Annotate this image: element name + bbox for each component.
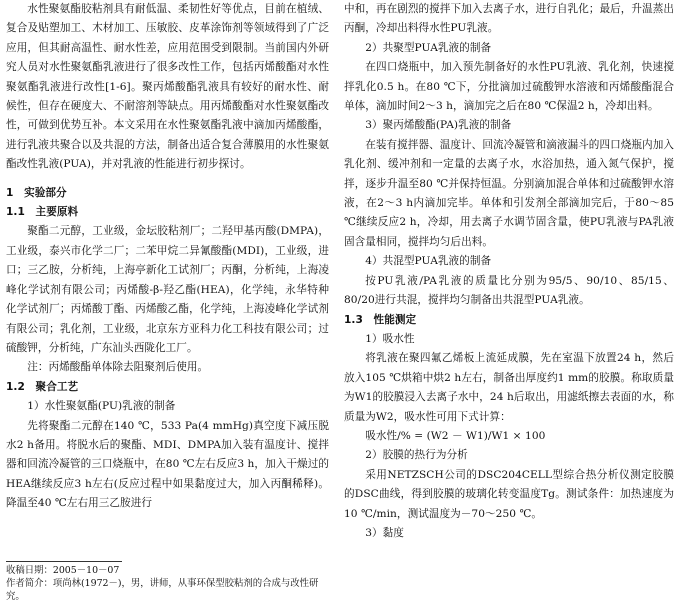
water-absorption-formula: 吸水性/% = (W2 － W1)/W1 × 100 — [365, 429, 546, 442]
test2-title: 2）胶膜的热行为分析 — [365, 449, 468, 462]
step2-title: 2）共聚型PUA乳液的制备 — [365, 41, 492, 54]
materials-paragraph: 聚酯二元醇，工业级，金坛胶粘剂厂；二羟甲基丙酸(DMPA)，工业级，泰兴市化学二厂；二苯甲烷二异氰酸酯(MDI)，工业级，进口；三乙胺，分析纯，上海亭新化工试剂厂；丙酮，分析纯，上海凌峰化学试剂有限公司；丙烯酸-β-羟乙酯(HEA)，化学纯，永华特种化学试剂厂；丙烯酸丁酯、丙烯酸乙酯，化学纯，上海凌峰化学试剂有限公司；乳化剂，工业级，北京东方亚科力化工科技有限公司；过硫酸钾，分析纯，广东汕头西陇化工厂。 — [6, 225, 329, 354]
intro-paragraph: 水性聚氨酯胶粘剂具有耐低温、柔韧性好等优点，目前在植绒、复合及贴塑加工、木材加工、压敏胶、皮革涂饰剂等领域得到了广泛应用，但其耐高温性、耐水性差，应用范围受到限制。当前国内外研究人员对水性聚氨酯乳液进行了很多改性工作，包括丙烯酸酯对水性聚氨酯乳液进行改性[1-6]。聚丙烯酸酯乳液具有较好的耐水性、耐候性，但存在硬度大、不耐溶剂等缺点。用丙烯酸酯对水性聚氨酯改性，可做到优势互补。本文采用在水性聚氨酯乳液中滴加丙烯酸酯，进行乳液共聚合以及共混的方法，制备出适合复合薄膜用的水性聚氨酯改性乳液(PUA)，并对乳液的性能进行初步探讨。 — [6, 3, 329, 171]
test1-text: 将乳液在聚四氟乙烯板上流延成膜，先在室温下放置24 h，然后放入105 ℃烘箱中烘2 h左右，制备出厚度约1 mm的胶膜。称取质量为W1的胶膜浸入去离子水中，24 h后取出，用滤纸擦去表面的水，称质量为W2，吸水性可用下式计算： — [344, 352, 674, 423]
left-column — [6, 0, 329, 514]
section-1-2-heading: 1.2 聚合工艺 — [6, 380, 79, 393]
section-1-1-heading: 1.1 主要原料 — [6, 206, 79, 219]
test1-title: 1）吸水性 — [365, 332, 415, 345]
materials-note: 注：丙烯酸酯单体除去阻聚剂后使用。 — [27, 361, 209, 374]
right-column — [344, 0, 674, 543]
footnote-received: 收稿日期：2005－10－07 — [6, 565, 120, 576]
step4-title: 4）共混型PUA乳液的制备 — [365, 255, 492, 268]
step3-title: 3）聚丙烯酸酯(PA)乳液的制备 — [365, 119, 512, 132]
step1-text: 先将聚酯二元醇在140 ℃，533 Pa(4 mmHg)真空度下减压脱水2 h备用。将脱水后的聚酯、MDI、DMPA加入装有温度计、搅拌器和回流冷凝管的三口烧瓶中，在80 ℃左右反应3 h，加入干燥过的HEA继续反应3 h左右(反应过程中如果黏度过大，加入丙酮稀释)。降温至40 ℃左右用三乙胺进行 — [6, 419, 329, 510]
section-1-3-heading: 1.3 性能测定 — [344, 313, 417, 326]
step4-text: 按PU乳液/PA乳液的质量比分别为95/5、90/10、85/15、80/20进行共混，搅拌均匀制备出共混型PUA乳液。 — [344, 274, 674, 307]
step2-text: 在四口烧瓶中，加入预先制备好的水性PU乳液、乳化剂，快速搅拌乳化0.5 h。在80 ℃下，分批滴加过硫酸钾水溶液和丙烯酸酯混合单体，滴加时间2～3 h，滴加完之后在80 ℃保温2 h，冷却出料。 — [344, 61, 674, 113]
test3-title: 3）黏度 — [365, 526, 404, 539]
continued-paragraph: 中和，再在剧烈的搅拌下加入去离子水，进行自乳化；最后，升温蒸出丙酮，冷却出料得水性PU乳液。 — [344, 3, 674, 35]
section-1-heading: 1 实验部分 — [6, 186, 67, 199]
test2-text: 采用NETZSCH公司的DSC204CELL型综合热分析仪测定胶膜的DSC曲线，得到胶膜的玻璃化转变温度Tg。测试条件：加热速度为10 ℃/min，测试温度为－70～250 ℃。 — [344, 468, 674, 520]
footnote-author: 作者简介：项尚林(1972－)，男，讲师，从事环保型胶粘剂的合成与改性研究。 — [6, 578, 319, 602]
footnote-rule — [6, 561, 122, 562]
step1-title: 1）水性聚氨酯(PU)乳液的制备 — [27, 400, 176, 413]
step3-text: 在装有搅拌器、温度计、回流冷凝管和滴液漏斗的四口烧瓶内加入乳化剂、缓冲剂和一定量的去离子水，水浴加热，通入氮气保护，搅拌，逐步升温至80 ℃并保持恒温。分别滴加混合单体和过硫酸钾水溶液，在2～3 h内滴加完毕。单体和引发剂全部滴加完后，于80～85 ℃继续反应2 h，冷却，用去离子水调节固含量，使PU乳液与PA乳液固含量相同，搅拌均匀后出料。 — [344, 138, 674, 248]
